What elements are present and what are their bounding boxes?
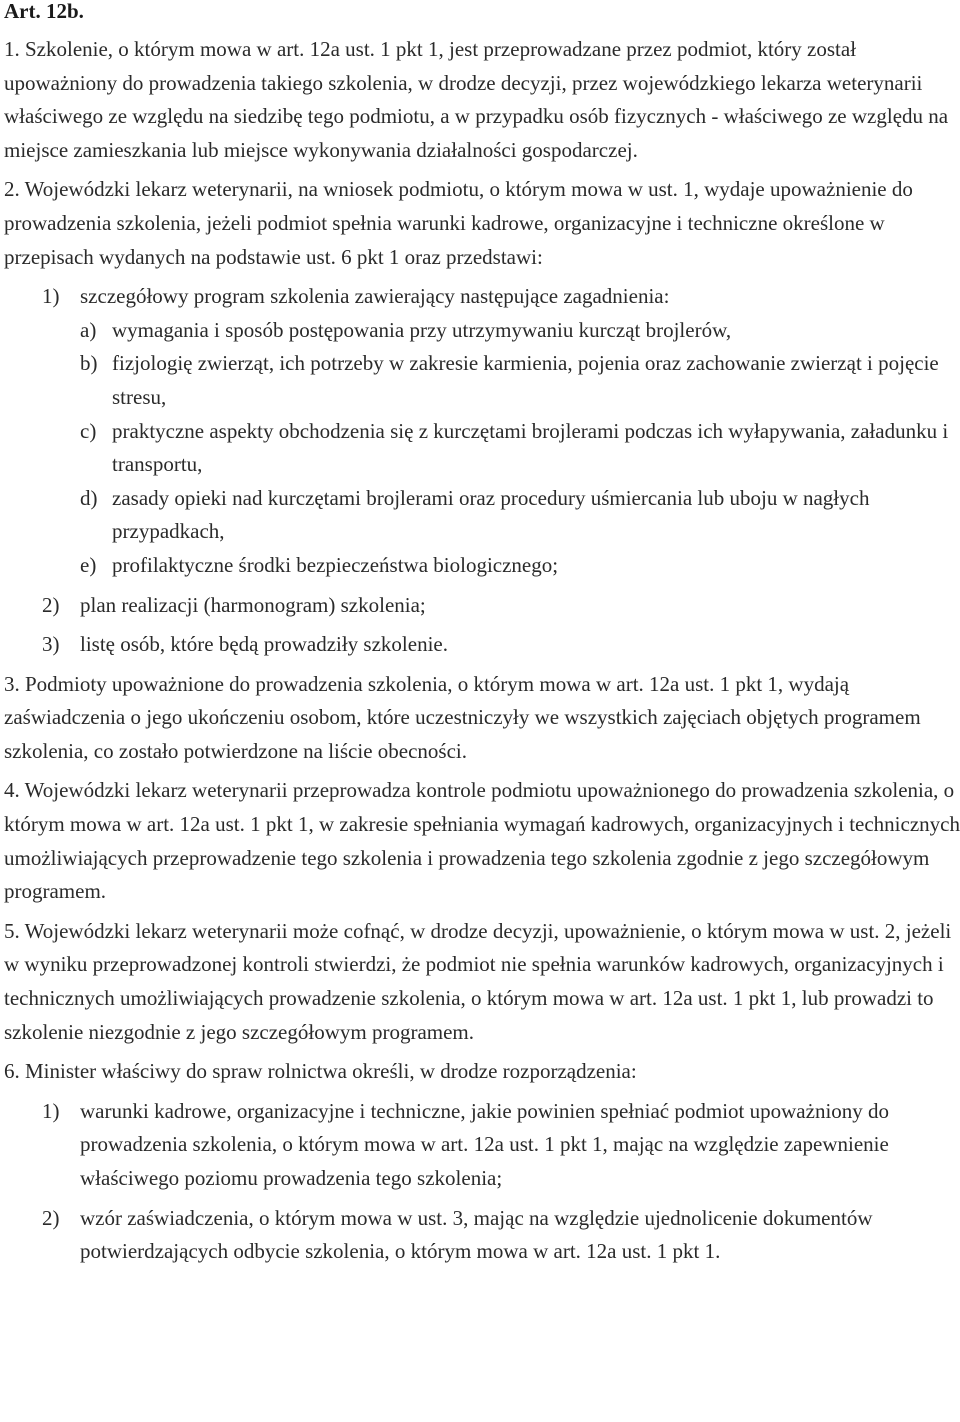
- article-title: Art. 12b.: [4, 0, 84, 23]
- paragraph-2: 2. Wojewódzki lekarz weterynarii, na wniosek podmiotu, o którym mowa w ust. 1, wydaje upoważnienie do prowadzenia szkolenia, jeżeli podmiot spełnia warunki kadrowe, organizacyjne i techniczne określone w przepisach wydanych na podstawie ust. 6 pkt 1 oraz przedstawi:: [4, 177, 913, 269]
- list-text: plan realizacji (harmonogram) szkolenia;: [80, 592, 426, 617]
- sub-list-letter: e): [80, 552, 97, 577]
- sub-list-item: [80, 415, 960, 482]
- sub-list-letter: c): [80, 418, 97, 443]
- paragraph-1: 1. Szkolenie, o którym mowa w art. 12a ust. 1 pkt 1, jest przeprowadzane przez podmiot, który został upoważniony do prowadzenia takiego szkolenia, w drodze decyzji, przez wojewódzkiego lekarza weterynarii właściwego ze względu na siedzibę tego podmiotu, a w przypadku osób fizycznych - właściwego ze względu na miejsce zamieszkania lub miejsce wykonywania działalności gospodarczej.: [4, 37, 949, 162]
- list-text: warunki kadrowe, organizacyjne i techniczne, jakie powinien spełniać podmiot upoważniony do prowadzenia szkolenia, o którym mowa w art. 12a ust. 1 pkt 1, mając na względzie zapewnienie właściwego poziomu prowadzenia tego szkolenia;: [80, 1098, 890, 1190]
- sub-list-item: [80, 549, 960, 583]
- sub-list-text: profilaktyczne środki bezpieczeństwa biologicznego;: [112, 552, 559, 577]
- sub-list-letter: d): [80, 485, 98, 510]
- sub-list-text: praktyczne aspekty obchodzenia się z kurczętami brojlerami podczas ich wyłapywania, załadunku i transportu,: [112, 418, 949, 477]
- list-text: szczegółowy program szkolenia zawierający następujące zagadnienia:: [80, 284, 670, 309]
- sub-list-text: wymagania i sposób postępowania przy utrzymywaniu kurcząt brojlerów,: [112, 317, 732, 342]
- sub-list-item: [80, 347, 960, 414]
- sub-list-letter: a): [80, 317, 97, 342]
- list-text: wzór zaświadczenia, o którym mowa w ust. 3, mając na względzie ujednolicenie dokumentów potwierdzających odbycie szkolenia, o którym mowa w art. 12a ust. 1 pkt 1.: [80, 1205, 873, 1264]
- paragraph-5: 5. Wojewódzki lekarz weterynarii może cofnąć, w drodze decyzji, upoważnienie, o którym mowa w ust. 2, jeżeli w wyniku przeprowadzonej kontroli stwierdzi, że podmiot nie spełnia warunków kadrowych, organizacyjnych i technicznych umożliwiających prowadzenie szkolenia, o którym mowa w art. 12a ust. 1 pkt 1, lub prowadzi to szkolenie niezgodnie z jego szczegółowym programem.: [4, 918, 952, 1044]
- list-number: 1): [42, 1098, 60, 1123]
- sub-list-item: [80, 314, 960, 348]
- list-text: listę osób, które będą prowadziły szkolenie.: [80, 632, 448, 657]
- sub-list-text: zasady opieki nad kurczętami brojlerami oraz procedury uśmiercania lub uboju w nagłych przypadkach,: [112, 485, 870, 544]
- list-item: [42, 628, 960, 662]
- paragraph-6: 6. Minister właściwy do spraw rolnictwa określi, w drodze rozporządzenia:: [4, 1059, 637, 1084]
- list-number: 3): [42, 632, 60, 657]
- list-item: [42, 1095, 960, 1196]
- sub-list-letter: b): [80, 351, 98, 376]
- list-item: [42, 1202, 960, 1269]
- paragraph-4: 4. Wojewódzki lekarz weterynarii przeprowadza kontrole podmiotu upoważnionego do prowadzenia szkolenia, o którym mowa w art. 12a ust. 1 pkt 1, w zakresie spełniania wymagań kadrowych, organizacyjnych i technicznych umożliwiających przeprowadzenie tego szkolenia i prowadzenia tego szkolenia zgodnie z jego szczegółowym programem.: [4, 778, 960, 904]
- list-number: 2): [42, 1205, 60, 1230]
- list-number: 1): [42, 284, 60, 309]
- sub-list-text: fizjologię zwierząt, ich potrzeby w zakresie karmienia, pojenia oraz zachowanie zwierząt i pojęcie stresu,: [112, 351, 939, 409]
- paragraph-3: 3. Podmioty upoważnione do prowadzenia szkolenia, o którym mowa w art. 12a ust. 1 pkt 1, wydają zaświadczenia o jego ukończeniu osobom, które uczestniczyły we wszystkich zajęciach objętych programem szkolenia, co zostało potwierdzone na liście obecności.: [4, 671, 921, 763]
- list-number: 2): [42, 592, 60, 617]
- sub-list-item: [80, 482, 960, 549]
- list-item: [42, 589, 960, 623]
- list-item: [42, 280, 960, 314]
